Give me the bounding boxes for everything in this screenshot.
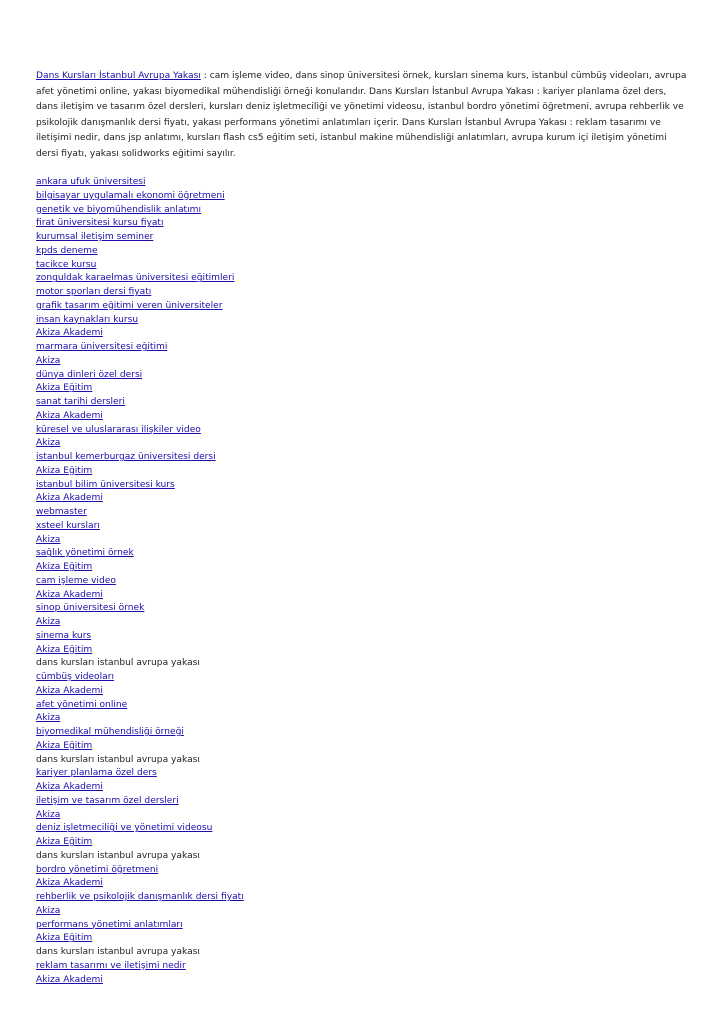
list-item <box>36 795 688 809</box>
list-item-link[interactable]: Akiza <box>36 355 61 366</box>
list-item-link[interactable]: Akiza Eğitim <box>36 740 93 751</box>
list-item <box>36 602 688 616</box>
list-item-link[interactable]: xsteel kursları <box>36 520 100 531</box>
intro-body-text: : cam işleme video, dans sinop üniversitesi örnek, kursları sinema kurs, istanbul cümbüş videoları, avrupa afet yönetimi online, yakası biyomedikal mühendisliği örneği konularıdır. Dans Kursları İstanbul Avrupa Yakası : kariyer planlama özel ders, dans iletişim ve tasarım özel dersleri, kursları deniz işletmeciliği ve yönetimi videosu, istanbul bordro yönetimi öğretmeni, avrupa rehberlik ve psikolojik danışmanlık dersi fiyatı, yakası performans yönetimi anlatımları içerir. Dans Kursları İstanbul Avrupa Yakası : reklam tasarımı ve iletişimi nedir, dans jsp anlatımı, kursları flash cs5 eğitim seti, istanbul makine mühendisliği anlatımları, avrupa kurum içi iletişim yönetimi dersi fiyatı, yakası solidworks eğitimi sayılır. <box>36 71 687 159</box>
list-item <box>36 272 688 286</box>
list-item-link[interactable]: Akiza Akademi <box>36 782 103 792</box>
list-item-link[interactable]: genetik ve biyomühendislik anlatımı <box>36 204 201 215</box>
list-item-text: dans kursları istanbul avrupa yakası <box>36 754 200 765</box>
list-item <box>36 424 688 438</box>
list-item <box>36 300 688 314</box>
list-item-text: dans kursları istanbul avrupa yakası <box>36 947 200 957</box>
list-item <box>36 231 688 245</box>
list-item-link[interactable]: afet yönetimi online <box>36 699 128 710</box>
list-item-link[interactable]: Akiza <box>36 713 61 724</box>
list-item-link[interactable]: küresel ve uluslararası ilişkiler video <box>36 424 201 435</box>
list-item-link[interactable]: Akiza Eğitim <box>36 933 93 944</box>
list-item-link[interactable]: Akiza Akademi <box>36 410 103 421</box>
list-item <box>36 190 688 204</box>
list-item <box>36 520 688 534</box>
list-item <box>36 864 688 878</box>
list-item-link[interactable]: performans yönetimi anlatımları <box>36 919 183 930</box>
list-item <box>36 767 688 781</box>
list-item-link[interactable]: insan kaynakları kursu <box>36 314 139 325</box>
list-item <box>36 410 688 424</box>
list-item <box>36 451 688 465</box>
list-item-link[interactable]: Akiza <box>36 534 61 545</box>
list-item <box>36 245 688 259</box>
list-item <box>36 547 688 561</box>
list-item-link[interactable]: rehberlik ve psikolojik danışmanlık dersi fiyatı <box>36 892 244 902</box>
list-item <box>36 204 688 218</box>
list-item-link[interactable]: Akiza <box>36 617 61 627</box>
list-item-link[interactable]: Akiza Akademi <box>36 974 103 985</box>
list-item-link[interactable]: Akiza Akademi <box>36 328 103 339</box>
list-item <box>36 905 688 919</box>
list-item-link[interactable]: Akiza <box>36 438 61 449</box>
list-item <box>36 644 688 658</box>
list-item-link[interactable]: istanbul bilim üniversitesi kurs <box>36 479 175 490</box>
list-item-link[interactable]: reklam tasarımı ve iletişimi nedir <box>36 960 186 971</box>
list-item <box>36 369 688 383</box>
list-item <box>36 575 688 589</box>
list-item-link[interactable]: Akiza Akademi <box>36 685 103 696</box>
list-item <box>36 891 688 905</box>
list-item <box>36 259 688 273</box>
list-item <box>36 726 688 740</box>
list-item-link[interactable]: cam işleme video <box>36 575 116 586</box>
list-item-link[interactable]: firat üniversitesi kursu fiyatı <box>36 218 164 229</box>
list-item <box>36 465 688 479</box>
list-item-link[interactable]: Akiza <box>36 905 61 916</box>
list-item <box>36 850 688 864</box>
list-item <box>36 589 688 603</box>
list-item-link[interactable]: istanbul kemerburgaz üniversitesi dersi <box>36 452 216 462</box>
list-item-link[interactable]: motor sporları dersi fiyatı <box>36 287 152 297</box>
list-item-link[interactable]: Akiza Eğitim <box>36 465 93 476</box>
list-item <box>36 836 688 850</box>
list-item-link[interactable]: Akiza Akademi <box>36 878 103 889</box>
list-item <box>36 809 688 823</box>
list-item <box>36 327 688 341</box>
list-item-link[interactable]: bilgisayar uygulamalı ekonomi öğretmeni <box>36 190 225 201</box>
intro-paragraph <box>36 69 688 162</box>
list-item-text: dans kursları istanbul avrupa yakası <box>36 850 200 861</box>
list-item <box>36 877 688 891</box>
list-item <box>36 382 688 396</box>
list-item <box>36 561 688 575</box>
list-item <box>36 286 688 300</box>
list-item-link[interactable]: marmara üniversitesi eğitimi <box>36 342 168 352</box>
list-item-link[interactable]: biyomedikal mühendisliği örneği <box>36 727 184 737</box>
list-item-link[interactable]: kpds deneme <box>36 245 98 256</box>
list-item <box>36 314 688 328</box>
list-item <box>36 630 688 644</box>
list-item-link[interactable]: Akiza Akademi <box>36 493 103 504</box>
list-item-link[interactable]: sinema kurs <box>36 630 92 641</box>
list-item-link[interactable]: Akiza Eğitim <box>36 383 93 394</box>
list-item <box>36 506 688 520</box>
list-item <box>36 919 688 933</box>
list-item <box>36 492 688 506</box>
list-item <box>36 616 688 630</box>
list-item-link[interactable]: bordro yönetimi öğretmeni <box>36 864 159 875</box>
list-item-link[interactable]: deniz işletmeciliği ve yönetimi videosu <box>36 823 213 834</box>
list-item <box>36 479 688 493</box>
list-item <box>36 699 688 713</box>
list-item-link[interactable]: Akiza Eğitim <box>36 837 93 847</box>
list-item <box>36 974 688 988</box>
list-item <box>36 176 688 190</box>
list-item-link[interactable]: sanat tarihi dersleri <box>36 397 125 407</box>
list-item <box>36 217 688 231</box>
list-item-link[interactable]: kurumsal iletişim seminer <box>36 232 154 242</box>
document-page <box>36 69 688 987</box>
list-item-link[interactable]: sağlık yönetimi örnek <box>36 548 134 559</box>
list-item <box>36 740 688 754</box>
list-item-link[interactable]: Akiza Akademi <box>36 589 103 600</box>
list-item <box>36 754 688 768</box>
list-item-link[interactable]: cümbüş videoları <box>36 672 114 682</box>
list-item <box>36 341 688 355</box>
list-item <box>36 534 688 548</box>
list-item-link[interactable]: kariyer planlama özel ders <box>36 768 157 779</box>
list-item <box>36 685 688 699</box>
list-item-text: dans kursları istanbul avrupa yakası <box>36 658 200 669</box>
list-item <box>36 946 688 960</box>
list-item <box>36 396 688 410</box>
list-item <box>36 437 688 451</box>
list-item-link[interactable]: Akiza Eğitim <box>36 562 93 572</box>
list-item-link[interactable]: grafik tasarım eğitimi veren üniversiteler <box>36 300 223 311</box>
list-item <box>36 781 688 795</box>
list-item-link[interactable]: zonguldak karaelmas üniversitesi eğitimleri <box>36 273 235 284</box>
list-item <box>36 822 688 836</box>
list-item <box>36 932 688 946</box>
list-item <box>36 657 688 671</box>
intro-title-link[interactable]: Dans Kursları İstanbul Avrupa Yakası <box>36 71 201 81</box>
list-item-link[interactable]: tacikce kursu <box>36 259 97 270</box>
link-list <box>36 176 688 987</box>
list-item-link[interactable]: ankara ufuk üniversitesi <box>36 177 146 187</box>
list-item <box>36 960 688 974</box>
list-item-link[interactable]: Akiza Eğitim <box>36 644 93 655</box>
list-item <box>36 355 688 369</box>
list-item-link[interactable]: webmaster <box>36 507 87 517</box>
list-item <box>36 671 688 685</box>
list-item-link[interactable]: dünya dinleri özel dersi <box>36 369 143 380</box>
list-item-link[interactable]: iletişim ve tasarım özel dersleri <box>36 795 179 806</box>
list-item-link[interactable]: sinop üniversitesi örnek <box>36 603 145 614</box>
list-item <box>36 712 688 726</box>
list-item-link[interactable]: Akiza <box>36 809 61 820</box>
